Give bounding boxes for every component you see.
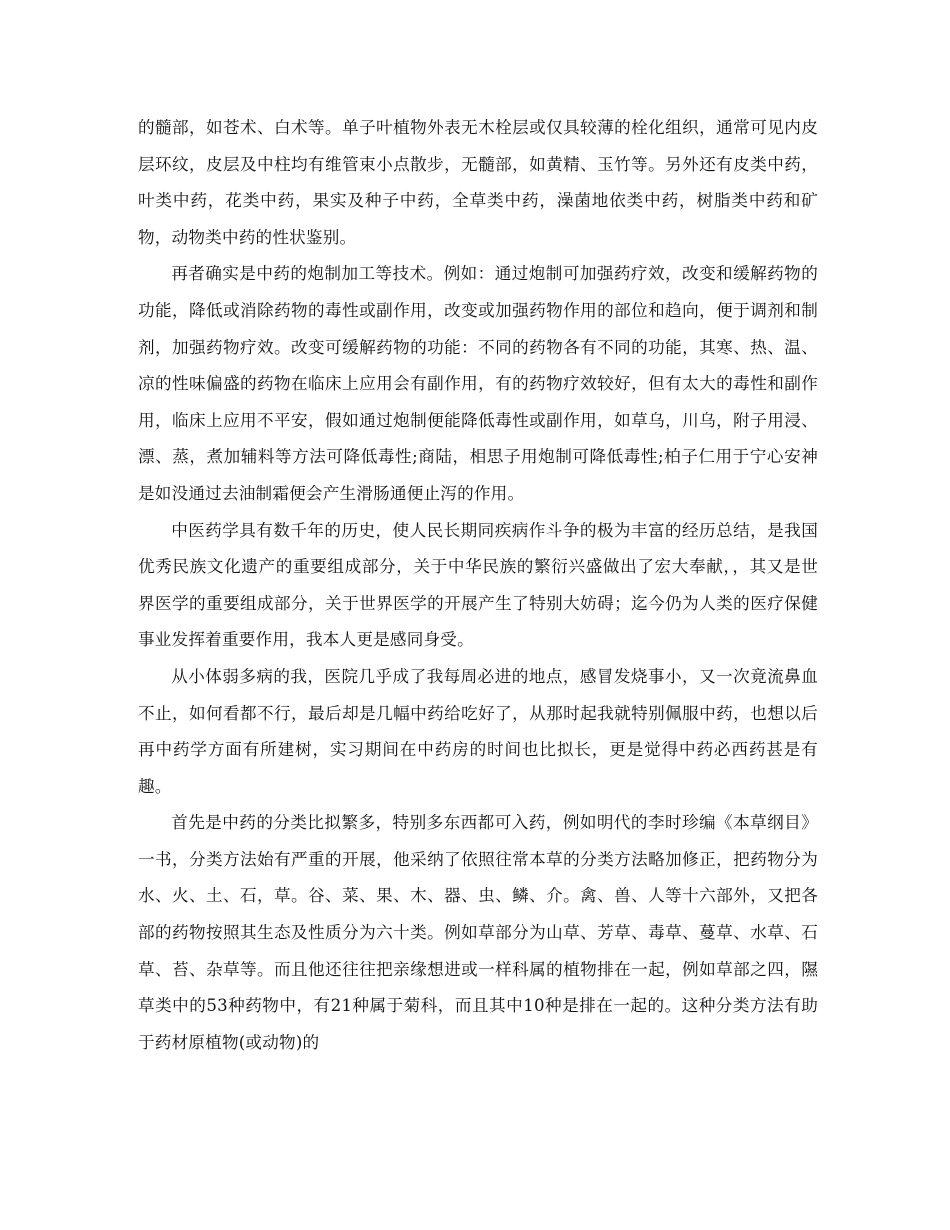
document-body	[138, 110, 818, 1061]
paragraph-5: 首先是中药的分类比拟繁多，特别多东西都可入药，例如明代的李时珍编《本草纲目》一书，分类方法始有严重的开展，他采纳了依照往常本草的分类方法略加修正，把药物分为水、火、土、石，草。谷、菜、果、木、器、虫、鳞、介。禽、兽、人等十六部外，又把各部的药物按照其生态及性质分为六十类。例如草部分为山草、芳草、毒草、蔓草、水草、石草、苔、杂草等。而且他还往往把亲缘想进或一样科属的植物排在一起，例如草部之四，隰草类中的53种药物中，有21种属于菊科，而且其中10种是排在一起的。这种分类方法有助于药材原植物(或动物)的	[138, 813, 818, 1052]
paragraph-3: 中医药学具有数千年的历史，使人民长期同疾病作斗争的极为丰富的经历总结，是我国优秀民族文化遗产的重要组成部分，关于中华民族的繁衍兴盛做出了宏大奉献，，其又是世界医学的重要组成部分，关于世界医学的开展产生了特别大妨碍；迄今仍为人类的医疗保健事业发挥着重要作用，我本人更是感同身受。	[138, 520, 818, 650]
paragraph-4: 从小体弱多病的我，医院几乎成了我每周必进的地点，感冒发烧事小，又一次竟流鼻血不止，如何看都不行，最后却是几幅中药给吃好了，从那时起我就特别佩服中药，也想以后再中药学方面有所建树，实习期间在中药房的时间也比拟长，更是觉得中药必西药甚是有趣。	[138, 666, 818, 796]
paragraph-2: 再者确实是中药的炮制加工等技术。例如：通过炮制可加强药疗效，改变和缓解药物的功能，降低或消除药物的毒性或副作用，改变或加强药物作用的部位和趋向，便于调剂和制剂，加强药物疗效。改变可缓解药物的功能：不同的药物各有不同的功能，其寒、热、温、凉的性味偏盛的药物在临床上应用会有副作用，有的药物疗效较好，但有太大的毒性和副作用，临床上应用不平安，假如通过炮制便能降低毒性或副作用，如草乌，川乌，附子用浸、漂、蒸，煮加辅料等方法可降低毒性;商陆，相思子用炮制可降低毒性;柏子仁用于宁心安神是如没通过去油制霜便会产生滑肠通便止泻的作用。	[138, 264, 818, 503]
paragraph-1: 的髓部，如苍术、白术等。单子叶植物外表无木栓层或仅具较薄的栓化组织，通常可见内皮层环纹，皮层及中柱均有维管束小点散步，无髓部，如黄精、玉竹等。另外还有皮类中药，叶类中药，花类中药，果实及种子中药，全草类中药，澡菌地依类中药，树脂类中药和矿物，动物类中药的性状鉴别。	[138, 118, 818, 247]
